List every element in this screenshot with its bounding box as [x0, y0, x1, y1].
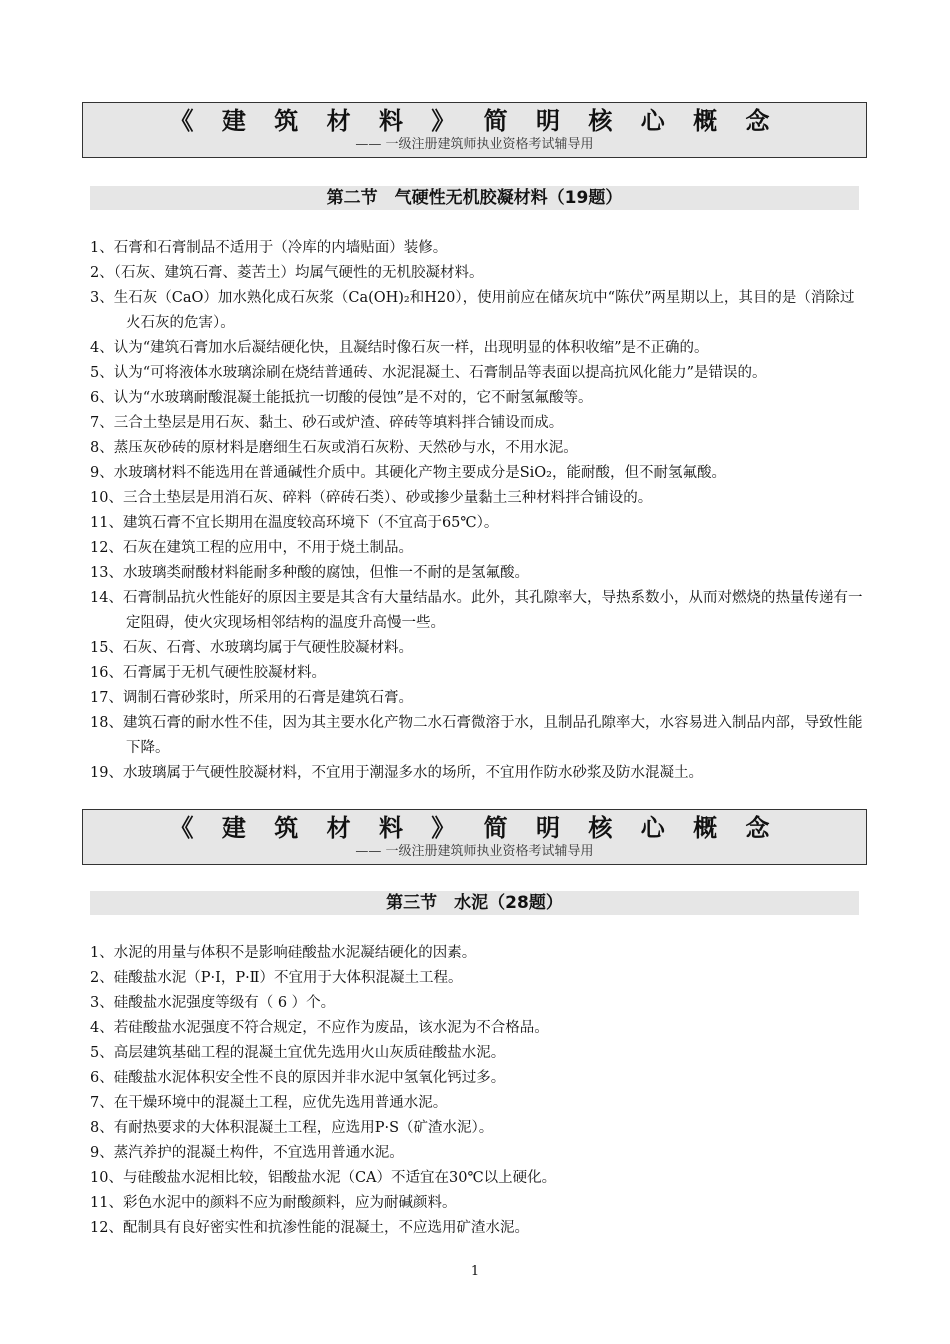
list-item: 1、水泥的用量与体积不是影响硅酸盐水泥凝结硬化的因素。	[90, 945, 477, 961]
list-item: 11、建筑石膏不宜长期用在温度较高环境下（不宜高于65℃）。	[90, 515, 499, 531]
list-item: 12、石灰在建筑工程的应用中，不用于烧土制品。	[90, 540, 413, 556]
list-item: 4、认为“建筑石膏加水后凝结硬化快，且凝结时像石灰一样，出现明显的体积收缩”是不正确的。	[90, 340, 709, 356]
list-item: 1、石膏和石膏制品不适用于（冷库的内墙贴面）装修。	[90, 240, 448, 256]
list-item: 5、高层建筑基础工程的混凝土宜优先选用火山灰质硅酸盐水泥。	[90, 1045, 506, 1061]
list-item: 7、在干燥环境中的混凝土工程，应优先选用普通水泥。	[90, 1095, 448, 1111]
document-title: 《 建 筑 材 料 》 简 明 核 心 概 念	[169, 107, 780, 135]
title-banner	[82, 102, 867, 158]
section-heading: 第三节 水泥（28题）	[90, 891, 859, 915]
list-item: 16、石膏属于无机气硬性胶凝材料。	[90, 665, 326, 681]
list-item: 11、彩色水泥中的颜料不应为耐酸颜料，应为耐碱颜料。	[90, 1195, 457, 1211]
list-item: 19、水玻璃属于气硬性胶凝材料，不宜用于潮湿多水的场所，不宜用作防水砂浆及防水混凝土。	[90, 765, 703, 781]
list-item: 9、水玻璃材料不能选用在普通碱性介质中。其硬化产物主要成分是SiO₂，能耐酸，但不耐氢氟酸。	[90, 465, 726, 481]
list-item: 2、硅酸盐水泥（P·Ⅰ，P·Ⅱ）不宜用于大体积混凝土工程。	[90, 970, 463, 986]
page-number: 1	[470, 1264, 480, 1279]
list-item: 17、调制石膏砂浆时，所采用的石膏是建筑石膏。	[90, 690, 413, 706]
list-item: 15、石灰、石膏、水玻璃均属于气硬性胶凝材料。	[90, 640, 413, 656]
list-item: 18、建筑石膏的耐水性不佳，因为其主要水化产物二水石膏微溶于水，且制品孔隙率大，水容易进入制品内部，导致性能下降。	[90, 715, 863, 756]
list-item: 4、若硅酸盐水泥强度不符合规定，不应作为废品，该水泥为不合格品。	[90, 1020, 549, 1036]
list-item: 5、认为“可将液体水玻璃涂刷在烧结普通砖、水泥混凝土、石膏制品等表面以提高抗风化能力”是错误的。	[90, 365, 767, 381]
title-banner	[82, 809, 867, 865]
item-list	[90, 236, 865, 786]
list-item: 13、水玻璃类耐酸材料能耐多种酸的腐蚀，但惟一不耐的是氢氟酸。	[90, 565, 529, 581]
list-item: 7、三合土垫层是用石灰、黏土、砂石或炉渣、碎砖等填料拌合铺设而成。	[90, 415, 564, 431]
list-item: 8、蒸压灰砂砖的原材料是磨细生石灰或消石灰粉、天然砂与水，不用水泥。	[90, 440, 578, 456]
list-item: 3、生石灰（CaO）加水熟化成石灰浆（Ca(OH)₂和H20），使用前应在储灰坑中“陈伏”两星期以上，其目的是（消除过火石灰的危害）。	[90, 290, 855, 331]
list-item: 2、（石灰、建筑石膏、菱苦土）均属气硬性的无机胶凝材料。	[90, 265, 484, 281]
list-item: 6、硅酸盐水泥体积安全性不良的原因并非水泥中氢氧化钙过多。	[90, 1070, 506, 1086]
list-item: 10、三合土垫层是用消石灰、碎料（碎砖石类）、砂或掺少量黏土三种材料拌合铺设的。	[90, 490, 653, 506]
list-item: 14、石膏制品抗火性能好的原因主要是其含有大量结晶水。此外，其孔隙率大，导热系数小，从而对燃烧的热量传递有一定阻碍，使火灾现场相邻结构的温度升高慢一些。	[90, 590, 863, 631]
list-item: 3、硅酸盐水泥强度等级有（ 6 ）个。	[90, 995, 336, 1011]
list-item: 12、配制具有良好密实性和抗渗性能的混凝土，不应选用矿渣水泥。	[90, 1220, 529, 1236]
document-subtitle: —— 一级注册建筑师执业资格考试辅导用	[355, 844, 594, 859]
list-item: 6、认为“水玻璃耐酸混凝土能抵抗一切酸的侵蚀”是不对的，它不耐氢氟酸等。	[90, 390, 593, 406]
section-heading: 第二节 气硬性无机胶凝材料（19题）	[90, 186, 859, 210]
document-title: 《 建 筑 材 料 》 简 明 核 心 概 念	[169, 814, 780, 842]
list-item: 9、蒸汽养护的混凝土构件，不宜选用普通水泥。	[90, 1145, 404, 1161]
list-item: 8、有耐热要求的大体积混凝土工程，应选用P·S（矿渣水泥）。	[90, 1120, 494, 1136]
document-subtitle: —— 一级注册建筑师执业资格考试辅导用	[355, 137, 594, 152]
item-list	[90, 941, 865, 1241]
list-item: 10、与硅酸盐水泥相比较，铝酸盐水泥（CA）不适宜在30℃以上硬化。	[90, 1170, 557, 1186]
